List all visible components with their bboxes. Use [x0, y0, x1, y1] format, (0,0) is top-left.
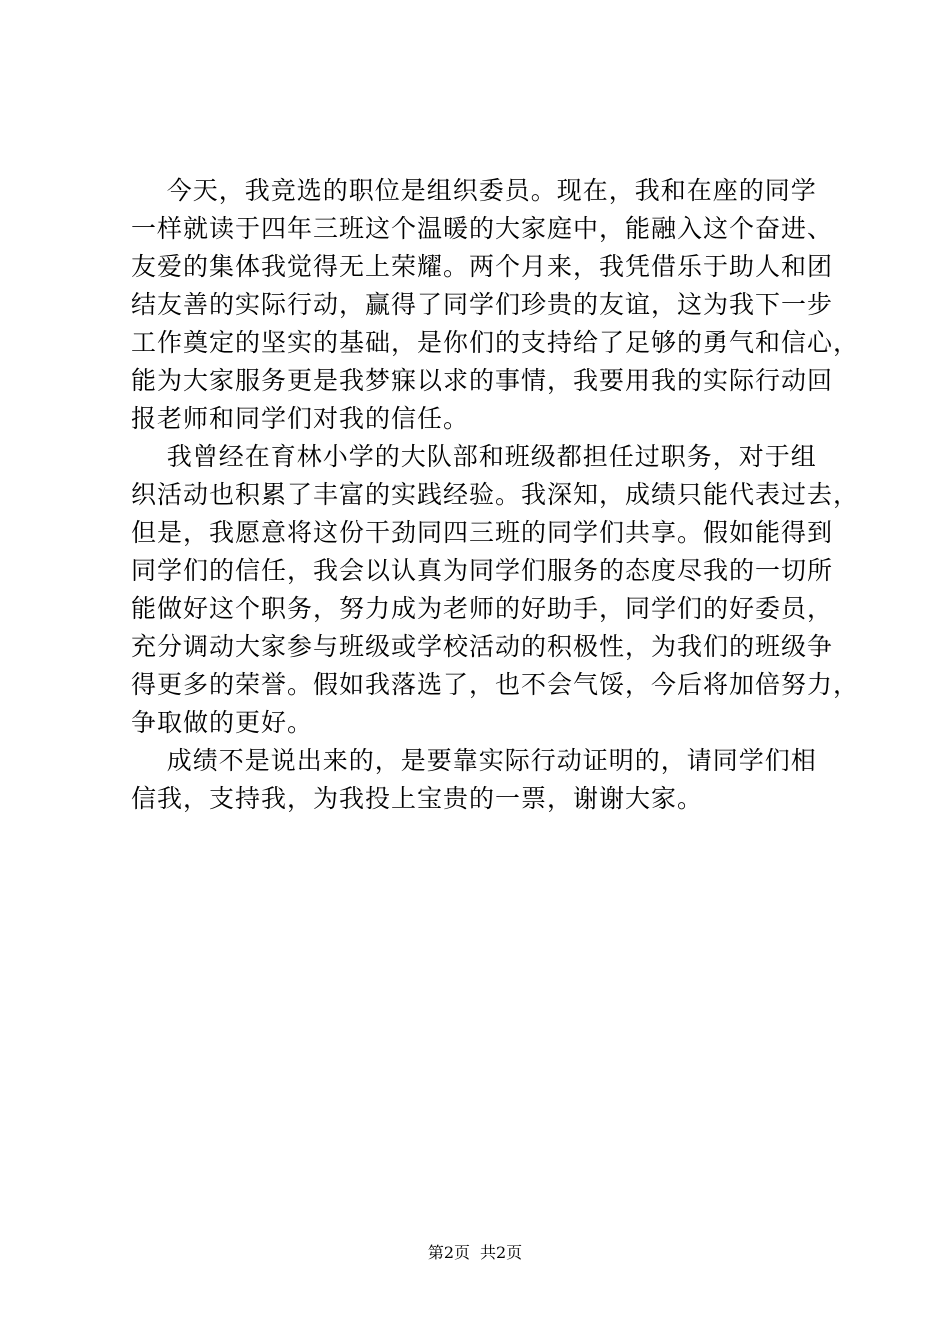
text-line: 成绩不是说出来的，是要靠实际行动证明的，请同学们相: [131, 746, 817, 775]
text-line: 能做好这个职务，努力成为老师的好助手，同学们的好委员，: [131, 594, 834, 623]
text-line: 友爱的集体我觉得无上荣耀。两个月来，我凭借乐于助人和团: [131, 252, 834, 281]
document-body: [131, 172, 860, 818]
text-line: 结友善的实际行动，赢得了同学们珍贵的友谊，这为我下一步: [131, 290, 834, 319]
text-line: 得更多的荣誉。假如我落选了，也不会气馁，今后将加倍努力，: [131, 670, 860, 699]
text-line: 信我，支持我，为我投上宝贵的一票，谢谢大家。: [131, 784, 704, 813]
text-line: 争取做的更好。: [131, 708, 314, 737]
text-line: 织活动也积累了丰富的实践经验。我深知，成绩只能代表过去，: [131, 480, 860, 509]
text-line: 今天，我竞选的职位是组织委员。现在，我和在座的同学: [131, 176, 817, 205]
page-number-total: 共2页: [480, 1243, 523, 1262]
text-line: 报老师和同学们对我的信任。: [131, 404, 470, 433]
page-footer: [0, 1243, 950, 1263]
page-number-current: 第2页: [427, 1243, 470, 1262]
text-line: 工作奠定的坚实的基础，是你们的支持给了足够的勇气和信心，: [131, 328, 860, 357]
text-line: 充分调动大家参与班级或学校活动的积极性，为我们的班级争: [131, 632, 834, 661]
text-line: 我曾经在育林小学的大队部和班级都担任过职务，对于组: [131, 442, 817, 471]
text-line: 能为大家服务更是我梦寐以求的事情，我要用我的实际行动回: [131, 366, 834, 395]
text-line: 同学们的信任，我会以认真为同学们服务的态度尽我的一切所: [131, 556, 834, 585]
text-line: 但是，我愿意将这份干劲同四三班的同学们共享。假如能得到: [131, 518, 834, 547]
text-line: 一样就读于四年三班这个温暖的大家庭中，能融入这个奋进、: [131, 214, 834, 243]
